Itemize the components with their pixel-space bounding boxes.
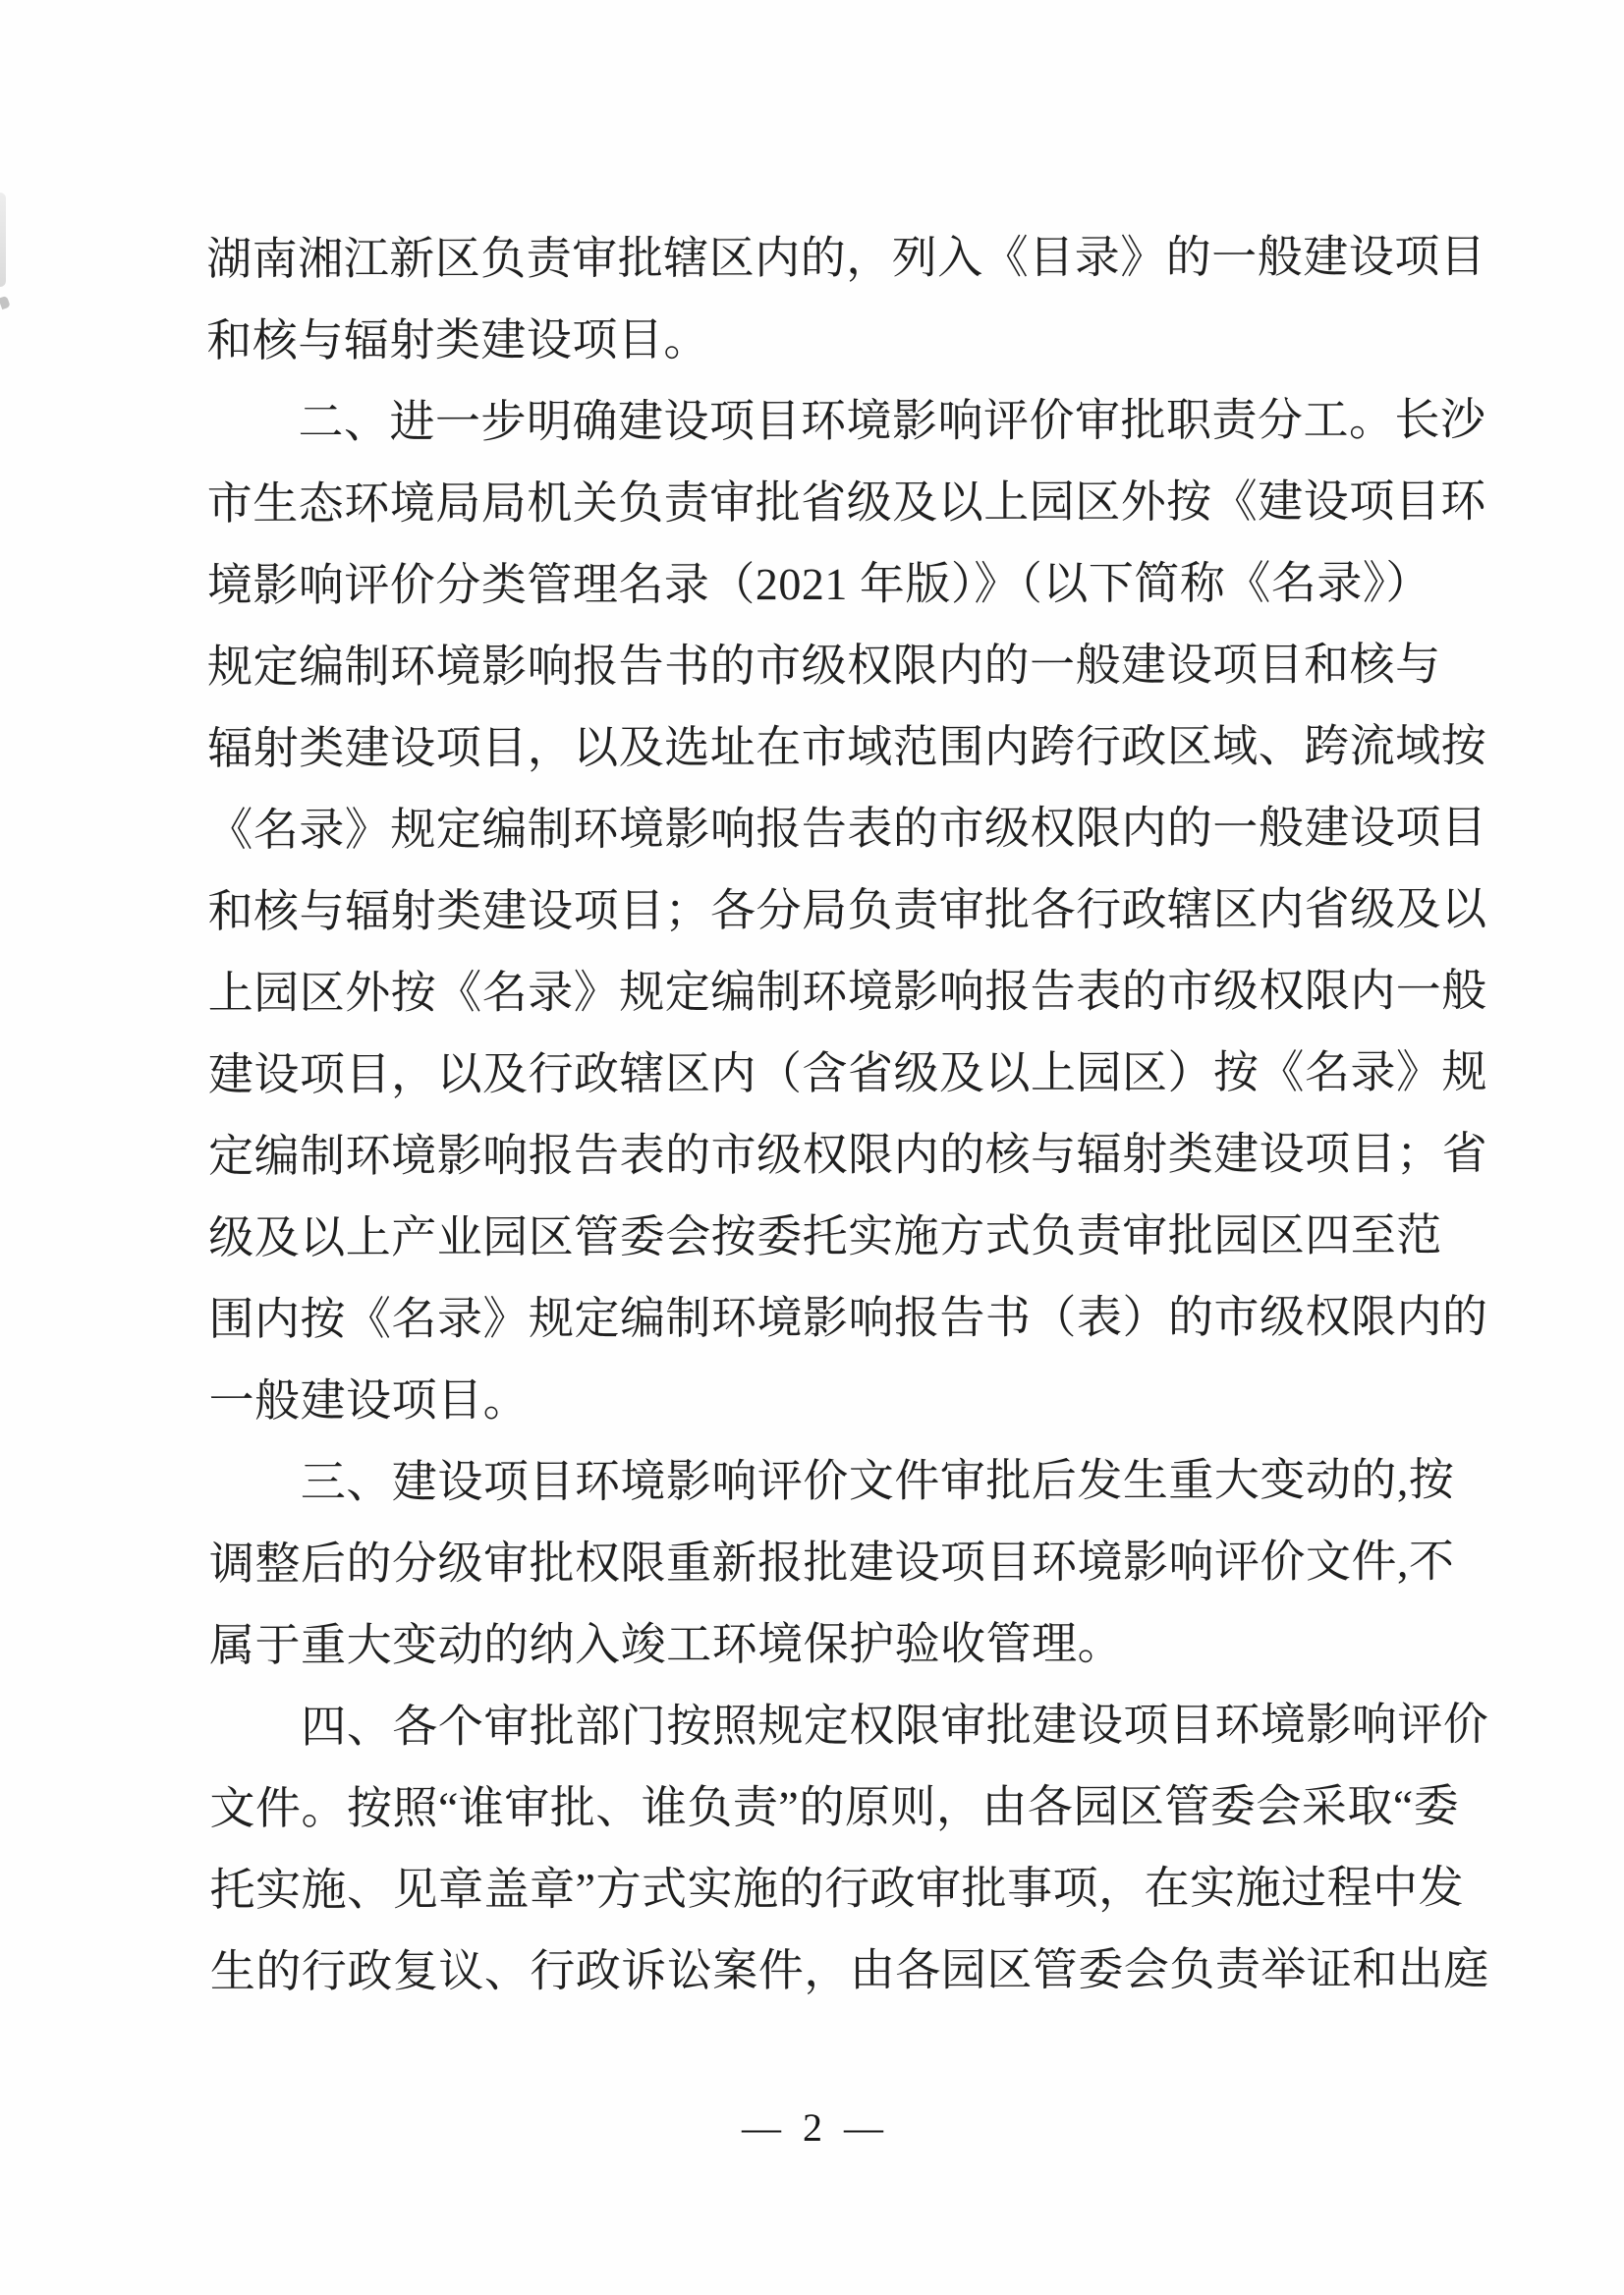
text-line: 托实施、见章盖章”方式实施的行政审批事项，在实施过程中发	[209, 1862, 1465, 1916]
text-line: 三、建设项目环境影响评价文件审批后发生重大变动的,按	[300, 1454, 1455, 1508]
text-line: 上园区外按《名录》规定编制环境影响报告表的市级权限内一般	[207, 965, 1487, 1019]
text-line: 定编制环境影响报告表的市级权限内的核与辐射类建设项目；省	[208, 1128, 1488, 1182]
text-line: 市生态环境局局机关负责审批省级及以上园区外按《建设项目环	[206, 476, 1486, 530]
text-line: 生的行政复议、行政诉讼案件，由各园区管委会负责举证和出庭	[209, 1943, 1489, 1997]
text-line: 和核与辐射类建设项目。	[206, 314, 709, 366]
text-line: 和核与辐射类建设项目；各分局负责审批各行政辖区内省级及以	[207, 883, 1487, 937]
scan-edge-artifact	[0, 193, 6, 287]
document-body-text	[206, 216, 1489, 2013]
text-line: 围内按《名录》规定编制环境影响报告书（表）的市级权限内的	[208, 1291, 1488, 1345]
scan-edge-artifact	[0, 296, 11, 309]
text-line: 境影响评价分类管理名录（2021 年版）》（以下简称《名录》）	[206, 557, 1431, 611]
text-line: 一般建设项目。	[208, 1374, 530, 1427]
text-line: 湖南湘江新区负责审批辖区内的，列入《目录》的一般建设项目	[206, 231, 1486, 285]
text-line: 调整后的分级审批权限重新报批建设项目环境影响评价文件,不	[208, 1536, 1455, 1590]
text-line: 规定编制环境影响报告书的市级权限内的一般建设项目和核与	[206, 639, 1441, 693]
text-line: 建设项目，以及行政辖区内（含省级及以上园区）按《名录》规	[207, 1046, 1487, 1100]
text-line: 《名录》规定编制环境影响报告表的市级权限内的一般建设项目	[207, 802, 1487, 856]
text-line: 二、进一步明确建设项目环境影响评价审批职责分工。长沙	[298, 394, 1486, 448]
text-line: 属于重大变动的纳入竣工环境保护验收管理。	[209, 1618, 1124, 1671]
text-line: 级及以上产业园区管委会按委托实施方式负责审批园区四至范	[208, 1209, 1442, 1263]
text-line: 文件。按照“谁审批、谁负责”的原则，由各园区管委会采取“委	[209, 1780, 1460, 1834]
page-number: — 2 —	[742, 2105, 889, 2150]
text-line: 四、各个审批部门按照规定权限审批建设项目环境影响评价	[301, 1699, 1489, 1753]
text-line: 辐射类建设项目，以及选址在市域范围内跨行政区域、跨流域按	[207, 720, 1487, 774]
